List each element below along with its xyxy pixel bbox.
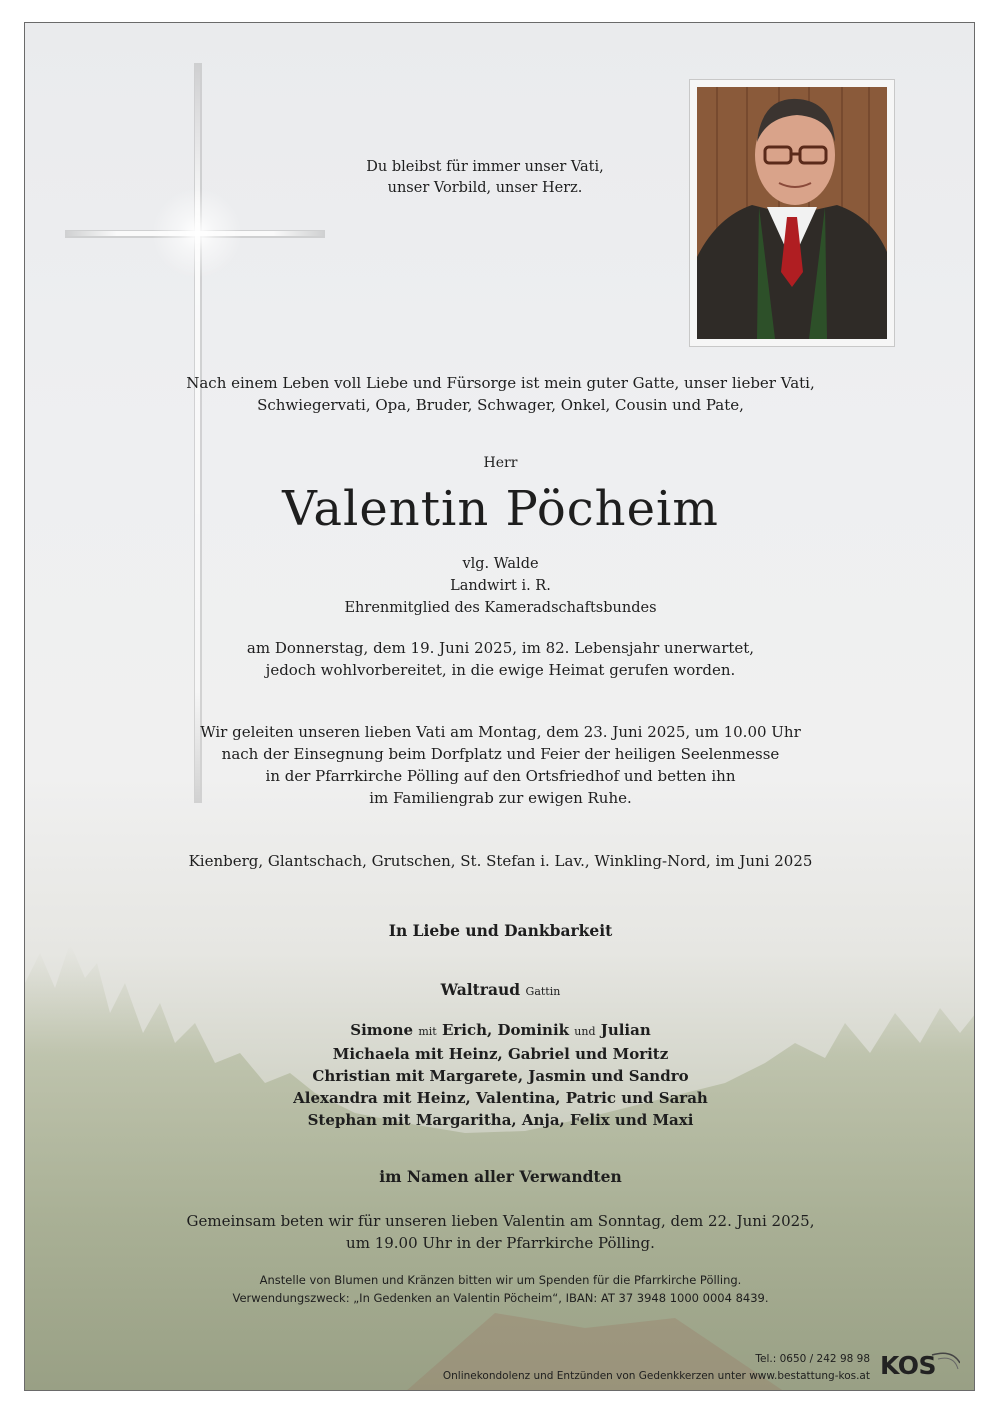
widow bbox=[25, 980, 975, 999]
death-notice bbox=[25, 637, 975, 681]
intro-line: Nach einem Leben voll Liebe und Fürsorge ist mein guter Gatte, unser lieber Vati, bbox=[186, 374, 815, 392]
prayer-line: Gemeinsam beten wir für unseren lieben Valentin am Sonntag, dem 22. Juni 2025, bbox=[186, 1212, 815, 1230]
places-date: Kienberg, Glantschach, Grutschen, St. Stefan i. Lav., Winkling-Nord, im Juni 2025 bbox=[188, 852, 813, 870]
funeral-line: im Familiengrab zur ewigen Ruhe. bbox=[369, 789, 632, 807]
death-line: am Donnerstag, dem 19. Juni 2025, im 82. Lebensjahr unerwartet, bbox=[246, 639, 755, 657]
love-heading: In Liebe und Dankbarkeit bbox=[388, 921, 613, 940]
relatives-heading: im Namen aller Verwandten bbox=[379, 1167, 622, 1186]
donation-line: Verwendungszweck: „In Gedenken an Valentin Pöcheim“, IBAN: AT 37 3948 1000 0004 8439. bbox=[232, 1291, 769, 1305]
salutation: Herr bbox=[483, 455, 518, 471]
family-name: Simone bbox=[350, 1021, 414, 1039]
funeral-line: nach der Einsegnung beim Dorfplatz und Feier der heiligen Seelenmesse bbox=[221, 745, 780, 763]
family-connector: und bbox=[574, 1025, 596, 1038]
family-names: Erich, Dominik bbox=[441, 1021, 570, 1039]
donation-line: Anstelle von Blumen und Kränzen bitten wir um Spenden für die Pfarrkirche Pölling. bbox=[259, 1273, 742, 1287]
family-connector: mit bbox=[418, 1025, 437, 1038]
title-line: Landwirt i. R. bbox=[450, 578, 551, 594]
death-line: jedoch wohlvorbereitet, in die ewige Heimat gerufen worden. bbox=[265, 661, 736, 679]
portrait-frame bbox=[689, 79, 895, 347]
logo-text: KOS bbox=[880, 1351, 937, 1380]
deceased-name: Valentin Pöcheim bbox=[282, 481, 719, 537]
intro-line: Schwiegervati, Opa, Bruder, Schwager, Onkel, Cousin und Pate, bbox=[257, 396, 744, 414]
phone-number: Tel.: 0650 / 242 98 98 bbox=[755, 1353, 870, 1365]
title-line: vlg. Walde bbox=[462, 556, 539, 572]
motto bbox=[235, 157, 735, 199]
footer-contact bbox=[443, 1351, 870, 1385]
motto-line: Du bleibst für immer unser Vati, bbox=[366, 159, 604, 175]
obituary-card bbox=[24, 22, 975, 1391]
online-condolence-text: Onlinekondolenz und Entzünden von Gedenkkerzen unter www.bestattung-kos.at bbox=[442, 1370, 870, 1382]
intro-text bbox=[25, 372, 975, 416]
family-line: Alexandra mit Heinz, Valentina, Patric und Sarah bbox=[293, 1089, 708, 1107]
portrait-photo bbox=[697, 87, 887, 339]
prayer-notice bbox=[25, 1210, 975, 1254]
prayer-line: um 19.00 Uhr in der Pfarrkirche Pölling. bbox=[346, 1234, 655, 1252]
funeral-details bbox=[25, 721, 975, 809]
family-line bbox=[25, 1019, 975, 1043]
family-list bbox=[25, 1019, 975, 1131]
family-names: Julian bbox=[600, 1021, 651, 1039]
widow-name: Waltraud bbox=[440, 980, 521, 999]
family-line: Christian mit Margarete, Jasmin und Sandro bbox=[312, 1067, 689, 1085]
funeral-line: in der Pfarrkirche Pölling auf den Ortsfriedhof und betten ihn bbox=[265, 767, 736, 785]
kos-logo bbox=[880, 1345, 960, 1385]
titles bbox=[25, 553, 975, 619]
funeral-line: Wir geleiten unseren lieben Vati am Montag, dem 23. Juni 2025, um 10.00 Uhr bbox=[200, 723, 801, 741]
title-line: Ehrenmitglied des Kameradschaftsbundes bbox=[344, 600, 657, 616]
donation-notice bbox=[25, 1271, 975, 1307]
widow-role: Gattin bbox=[525, 985, 561, 998]
family-line: Michaela mit Heinz, Gabriel und Moritz bbox=[332, 1045, 669, 1063]
motto-line: unser Vorbild, unser Herz. bbox=[387, 180, 583, 196]
family-line: Stephan mit Margaritha, Anja, Felix und Maxi bbox=[307, 1111, 694, 1129]
